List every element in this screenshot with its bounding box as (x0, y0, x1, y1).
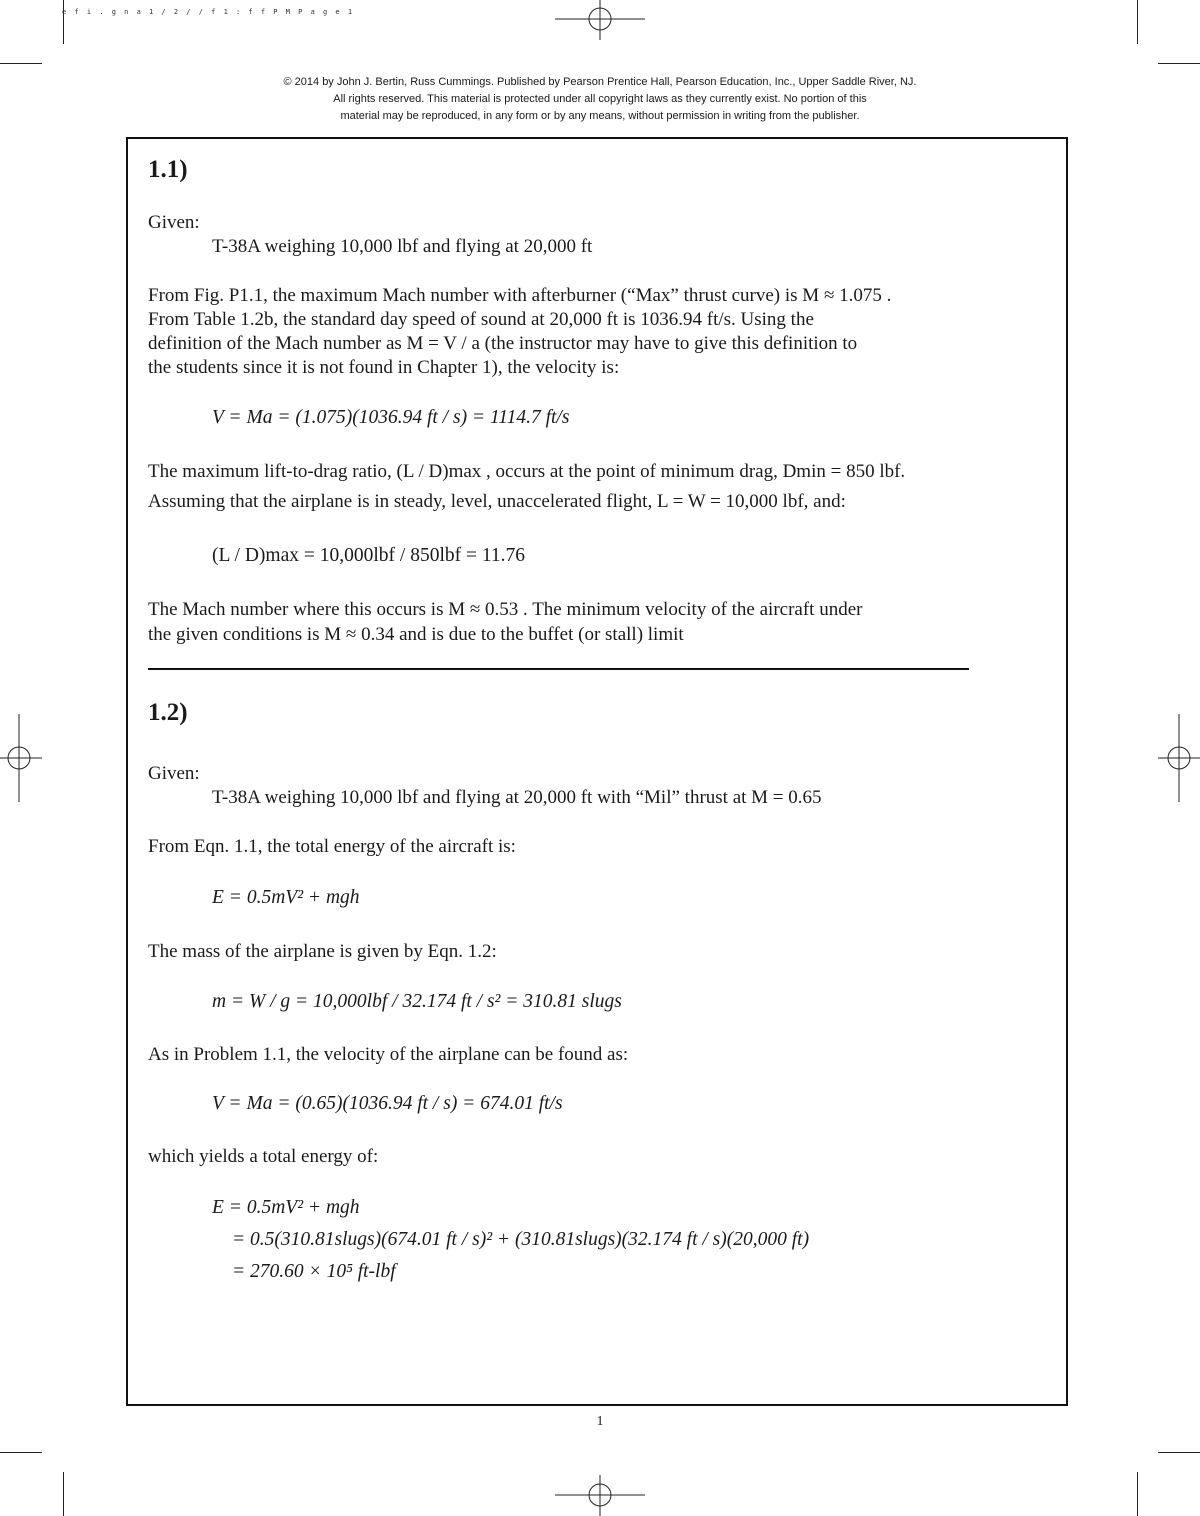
copyright-line: All rights reserved. This material is protected under all copyright laws as they currently exist. No portion of this (333, 93, 867, 105)
equation-mass: m = W / g = 10,000lbf / 32.174 ft / s² = 310.81 slugs (212, 991, 622, 1012)
paragraph-line: which yields a total energy of: (148, 1146, 379, 1167)
problem-heading: 1.1) (148, 156, 188, 183)
equation-energy: E = 0.5mV² + mgh (212, 887, 360, 908)
paragraph-line: As in Problem 1.1, the velocity of the airplane can be found as: (148, 1044, 629, 1065)
paragraph-line: The Mach number where this occurs is M ≈ 0.53 . The minimum velocity of the aircraft under (148, 599, 863, 620)
paragraph-line: The maximum lift-to-drag ratio, (L / D)max , occurs at the point of minimum drag, Dmin = 850 lbf. (148, 461, 906, 482)
crop-mark (1158, 1452, 1200, 1453)
paragraph-line: the given conditions is M ≈ 0.34 and is due to the buffet (or stall) limit (148, 624, 684, 645)
registration-mark-bottom (555, 1475, 645, 1516)
crop-mark (0, 63, 42, 64)
equation-total-energy-line: = 0.5(310.81slugs)(674.01 ft / s)² + (310.81slugs)(32.174 ft / s)(20,000 ft) (232, 1229, 810, 1250)
paragraph-line: From Table 1.2b, the standard day speed of sound at 20,000 ft is 1036.94 ft/s. Using the (148, 309, 814, 330)
equation-velocity: V = Ma = (1.075)(1036.94 ft / s) = 1114.7 ft/s (212, 407, 570, 428)
given-text: T-38A weighing 10,000 lbf and flying at 20,000 ft (212, 236, 593, 257)
section-divider (148, 668, 969, 670)
crop-mark (1137, 1472, 1138, 1516)
printer-slug: e f i . g n a 1 / 2 / / f 1 : f f P M P a g e 1 (62, 8, 355, 16)
crop-mark (0, 1452, 42, 1453)
copyright-line: material may be reproduced, in any form or by any means, without permission in writing from the publisher. (340, 110, 860, 122)
crop-mark (1137, 0, 1138, 44)
crop-mark (63, 0, 64, 44)
crop-mark (63, 1472, 64, 1516)
given-label: Given: (148, 212, 200, 233)
page-number: 1 (596, 1414, 604, 1429)
crop-mark (1158, 63, 1200, 64)
paragraph-line: From Eqn. 1.1, the total energy of the aircraft is: (148, 836, 516, 857)
paragraph-line: From Fig. P1.1, the maximum Mach number with afterburner (“Max” thrust curve) is M ≈ 1.075 . (148, 285, 892, 306)
problem-heading: 1.2) (148, 699, 188, 726)
registration-mark-left (0, 714, 42, 802)
paragraph-line: definition of the Mach number as M = V / a (the instructor may have to give this definition to (148, 333, 858, 354)
equation-total-energy-line: = 270.60 × 10⁵ ft-lbf (232, 1261, 396, 1282)
registration-mark-top (555, 0, 645, 40)
given-text: T-38A weighing 10,000 lbf and flying at 20,000 ft with “Mil” thrust at M = 0.65 (212, 787, 822, 808)
copyright-line: © 2014 by John J. Bertin, Russ Cummings. Published by Pearson Prentice Hall, Pearson Education, Inc., Upper Saddle River, NJ. (283, 76, 917, 88)
registration-mark-right (1158, 714, 1200, 802)
equation-velocity: V = Ma = (0.65)(1036.94 ft / s) = 674.01 ft/s (212, 1093, 563, 1114)
equation-lift-to-drag: (L / D)max = 10,000lbf / 850lbf = 11.76 (212, 545, 526, 566)
given-label: Given: (148, 763, 200, 784)
paragraph-line: Assuming that the airplane is in steady, level, unaccelerated flight, L = W = 10,000 lbf, and: (148, 491, 846, 512)
paragraph-line: the students since it is not found in Chapter 1), the velocity is: (148, 357, 620, 378)
paragraph-line: The mass of the airplane is given by Eqn. 1.2: (148, 941, 497, 962)
copyright-notice (200, 74, 1000, 125)
equation-total-energy-line: E = 0.5mV² + mgh (212, 1197, 360, 1218)
